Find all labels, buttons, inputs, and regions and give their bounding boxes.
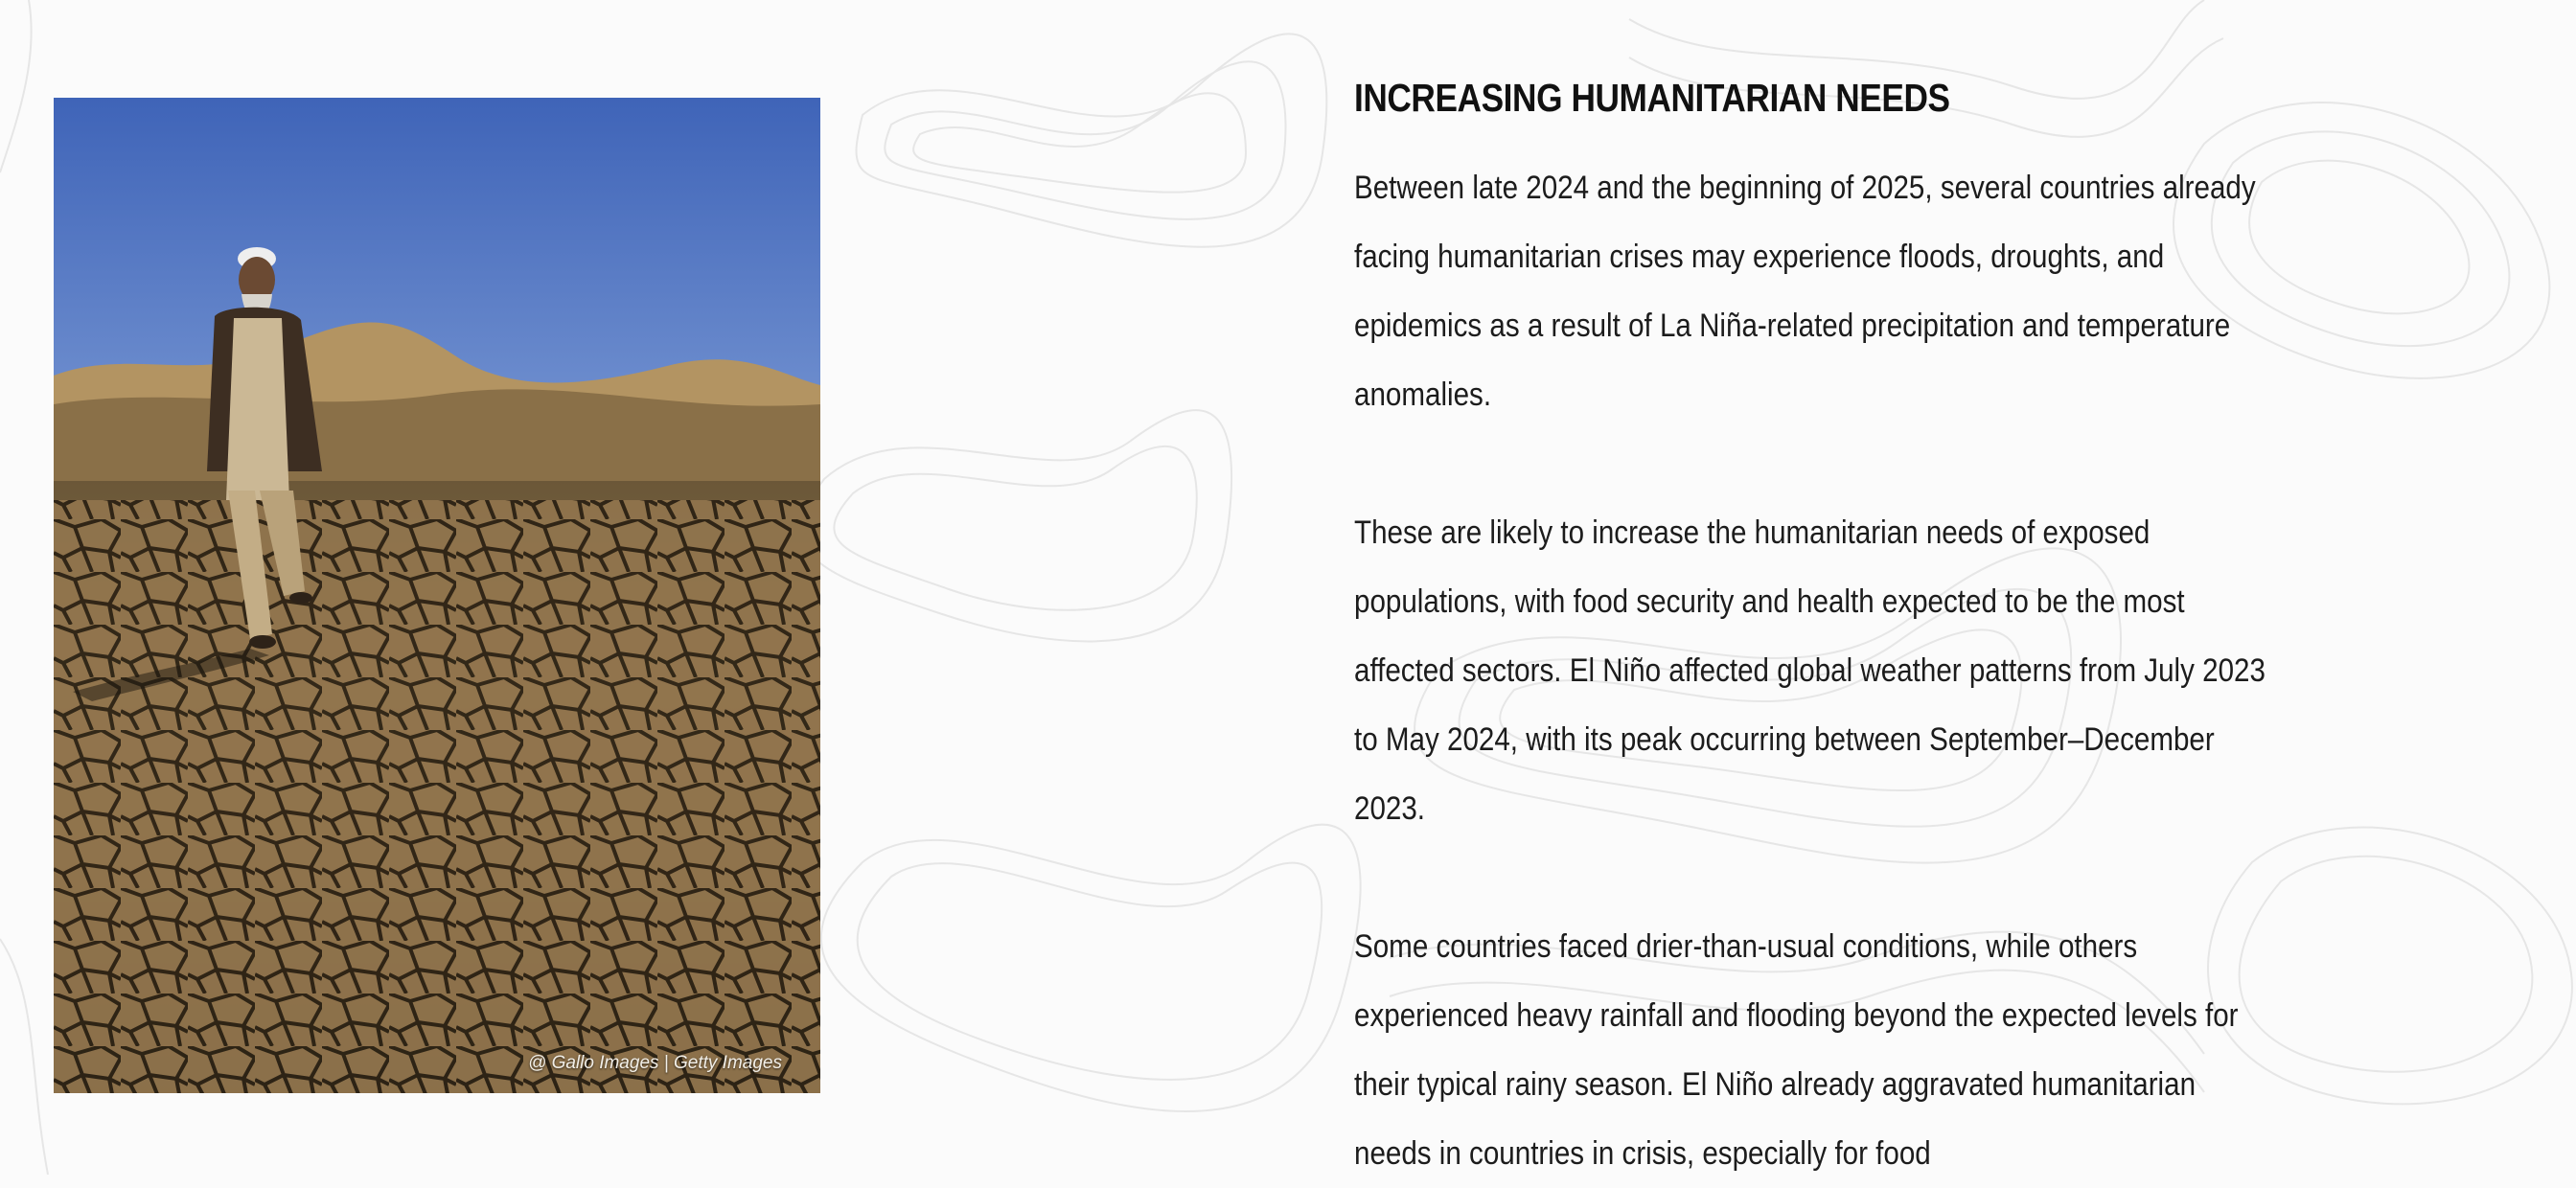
drought-cracked-earth-photo-icon — [54, 98, 820, 1093]
paragraph-3: Some countries faced drier-than-usual conditions, while others experienced heavy rainfall and flooding beyond the expected levels for their typical rainy season. El Niño already aggravated humanitarian needs in countries in crisis, especially for food — [1354, 928, 2239, 1172]
paragraph-1: Between late 2024 and the beginning of 2025, several countries already facing humanitarian crises may experience floods, droughts, and epidemics as a result of La Niña-related precipitation and temperature anomalies. — [1354, 170, 2256, 413]
paragraph-2: These are likely to increase the humanitarian needs of exposed populations, with food security and health expected to be the most affected sectors. El Niño affected global weather patterns from July 2023 to May 2024, with its peak occurring between September–December 2023. — [1354, 514, 2266, 827]
photo-credit: @ Gallo Images | Getty Images — [528, 1053, 782, 1073]
drought-photo — [54, 98, 820, 1093]
section-heading: INCREASING HUMANITARIAN NEEDS — [1354, 76, 1950, 120]
article-section — [1354, 57, 2312, 1188]
